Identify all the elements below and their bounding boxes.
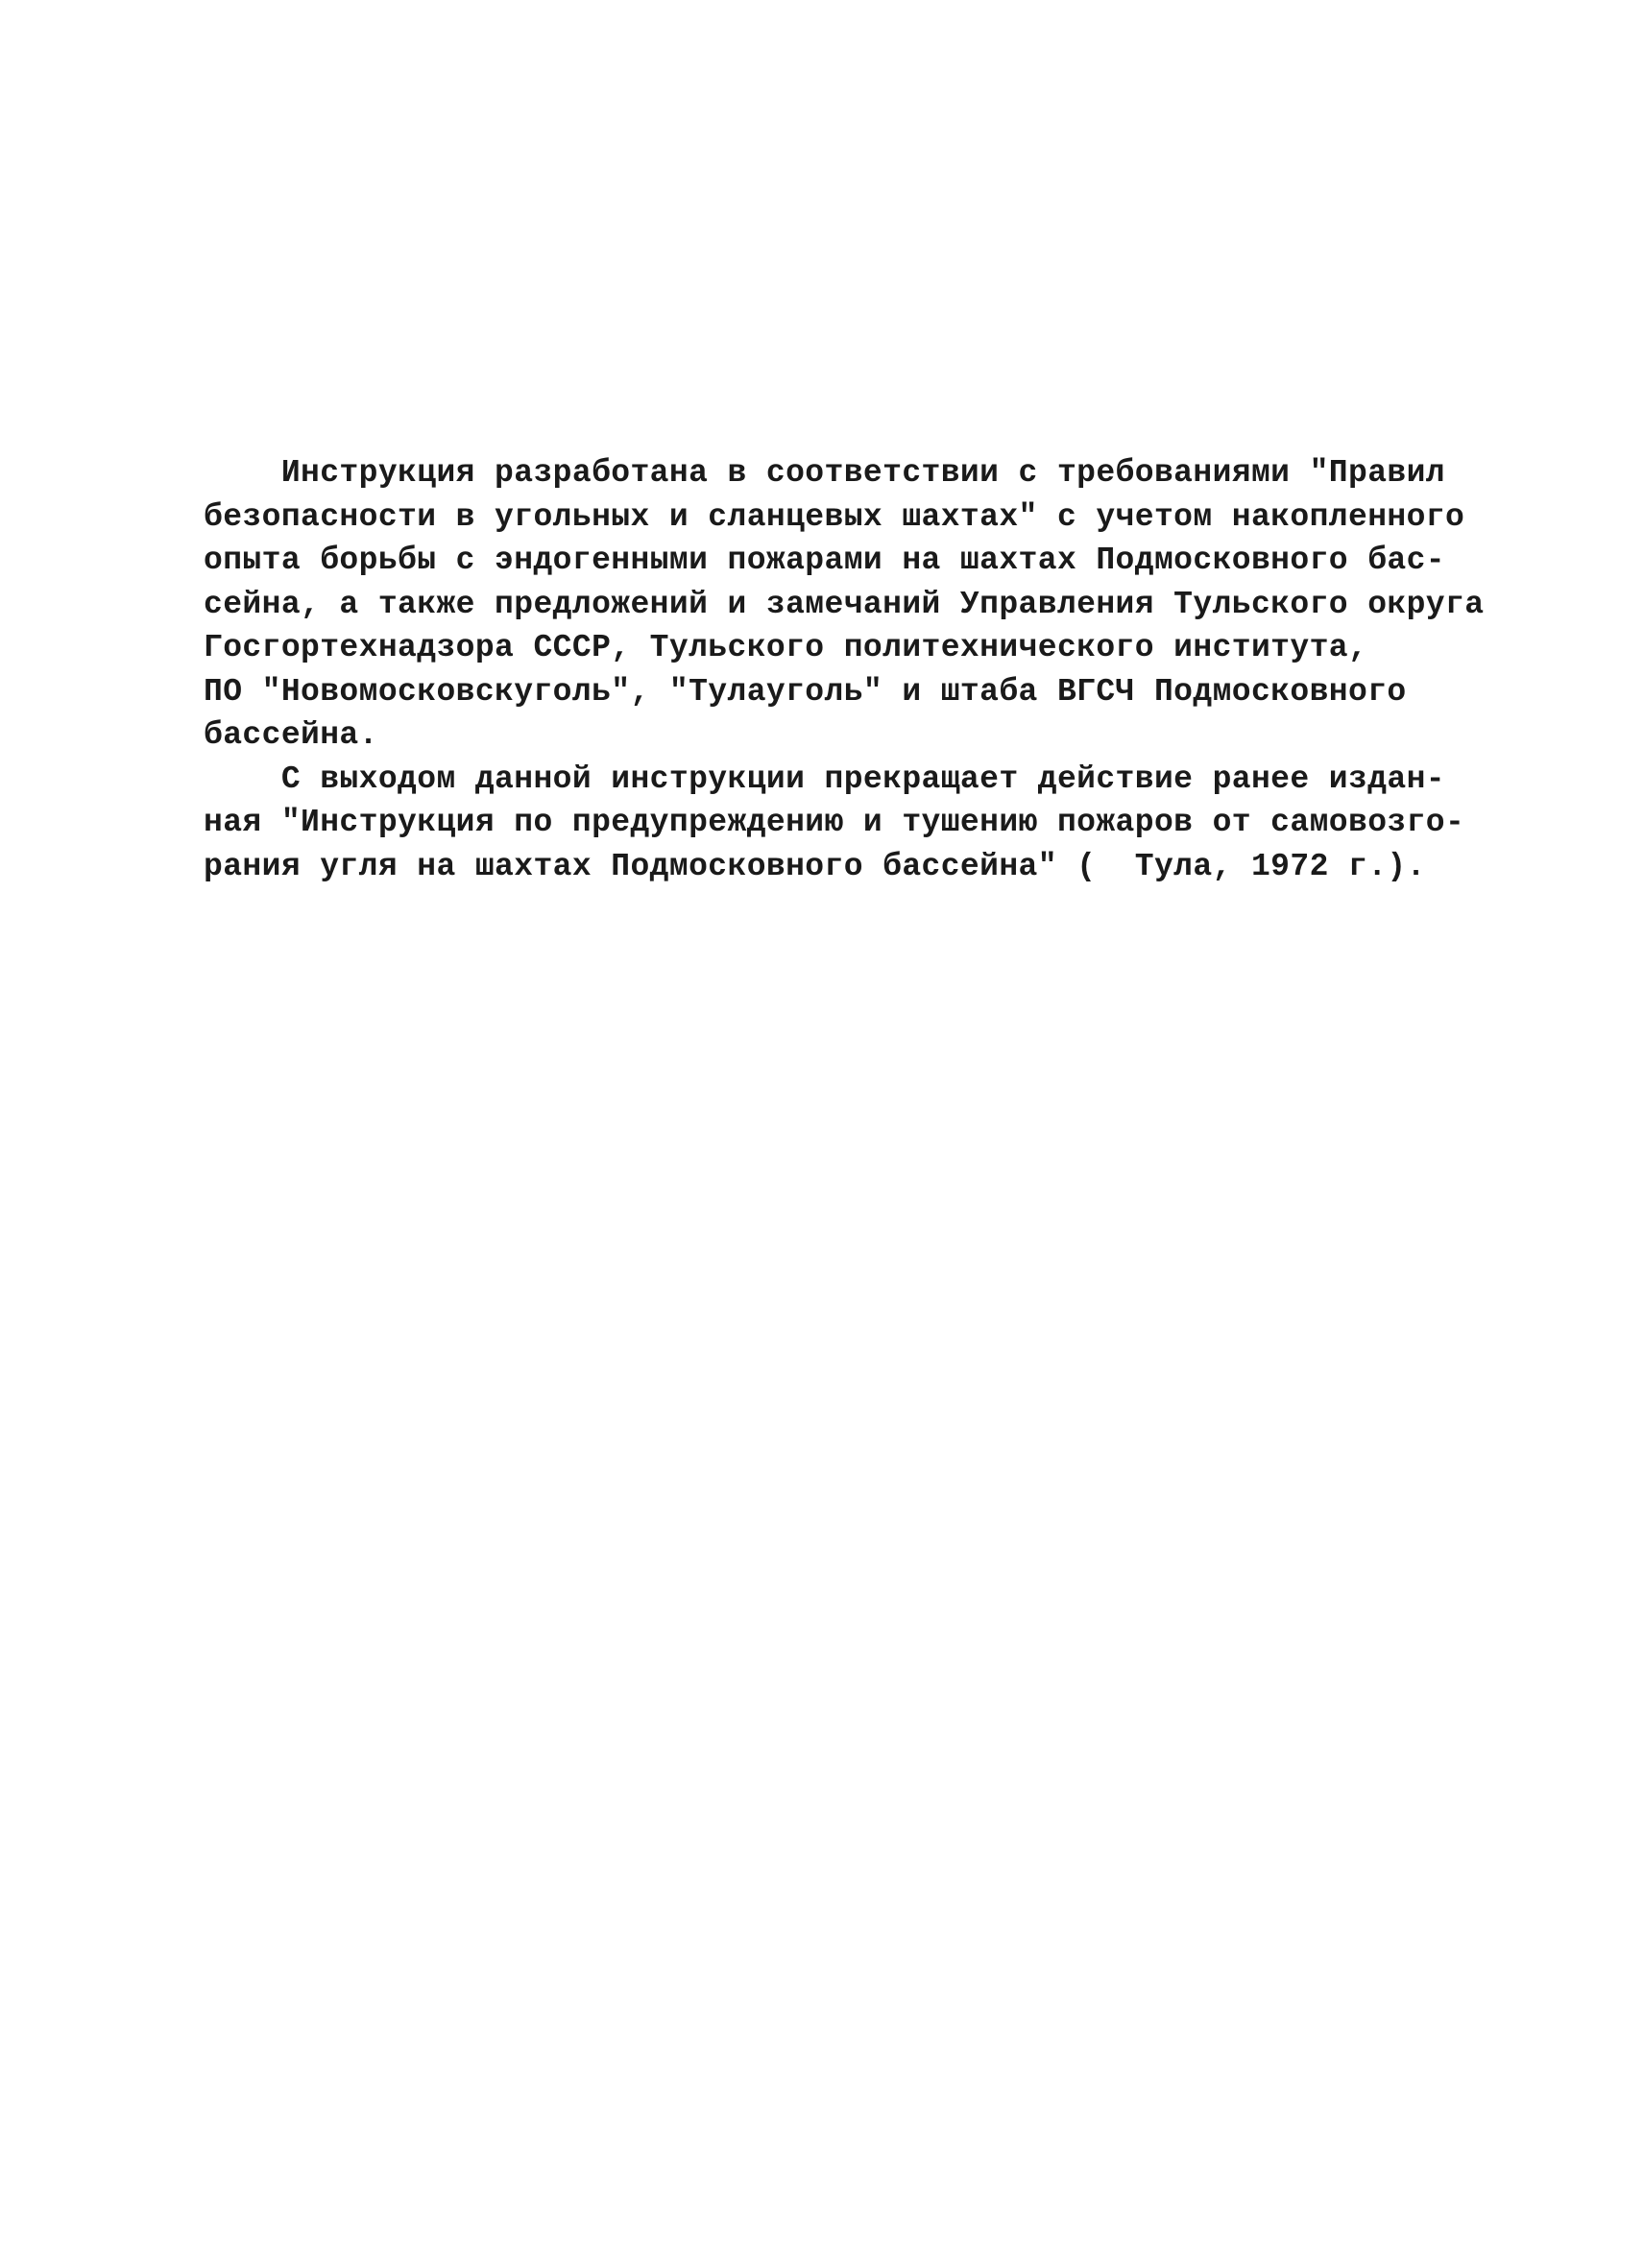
text-line: рания угля на шахтах Подмосковного бассейна" ( Тула, 1972 г.). <box>204 848 1426 884</box>
body-text <box>204 451 1485 888</box>
text-line: ная "Инструкция по предупреждению и тушению пожаров от самовозго- <box>204 805 1465 840</box>
text-line: опыта борьбы с эндогенными пожарами на шахтах Подмосковного бас- <box>204 543 1446 578</box>
text-line: безопасности в угольных и сланцевых шахтах" с учетом накопленного <box>204 498 1465 535</box>
text-line: сейна, а также предложений и замечаний Управления Тульского округа <box>204 586 1485 622</box>
text-line: бассейна. <box>204 717 378 753</box>
paragraph-supersession <box>204 758 1465 889</box>
text-line: Инструкция разработана в соответствии с требованиями "Правил <box>204 455 1446 491</box>
text-line: ПО "Новомосковскуголь", "Тулауголь" и штаба ВГСЧ Подмосковного <box>204 673 1407 710</box>
text-line: С выходом данной инструкции прекращает действие ранее издан- <box>204 760 1446 797</box>
text-line: Госгортехнадзора СССР, Тульского политехнического института, <box>204 630 1368 665</box>
paragraph-instruction-basis <box>204 451 1485 758</box>
